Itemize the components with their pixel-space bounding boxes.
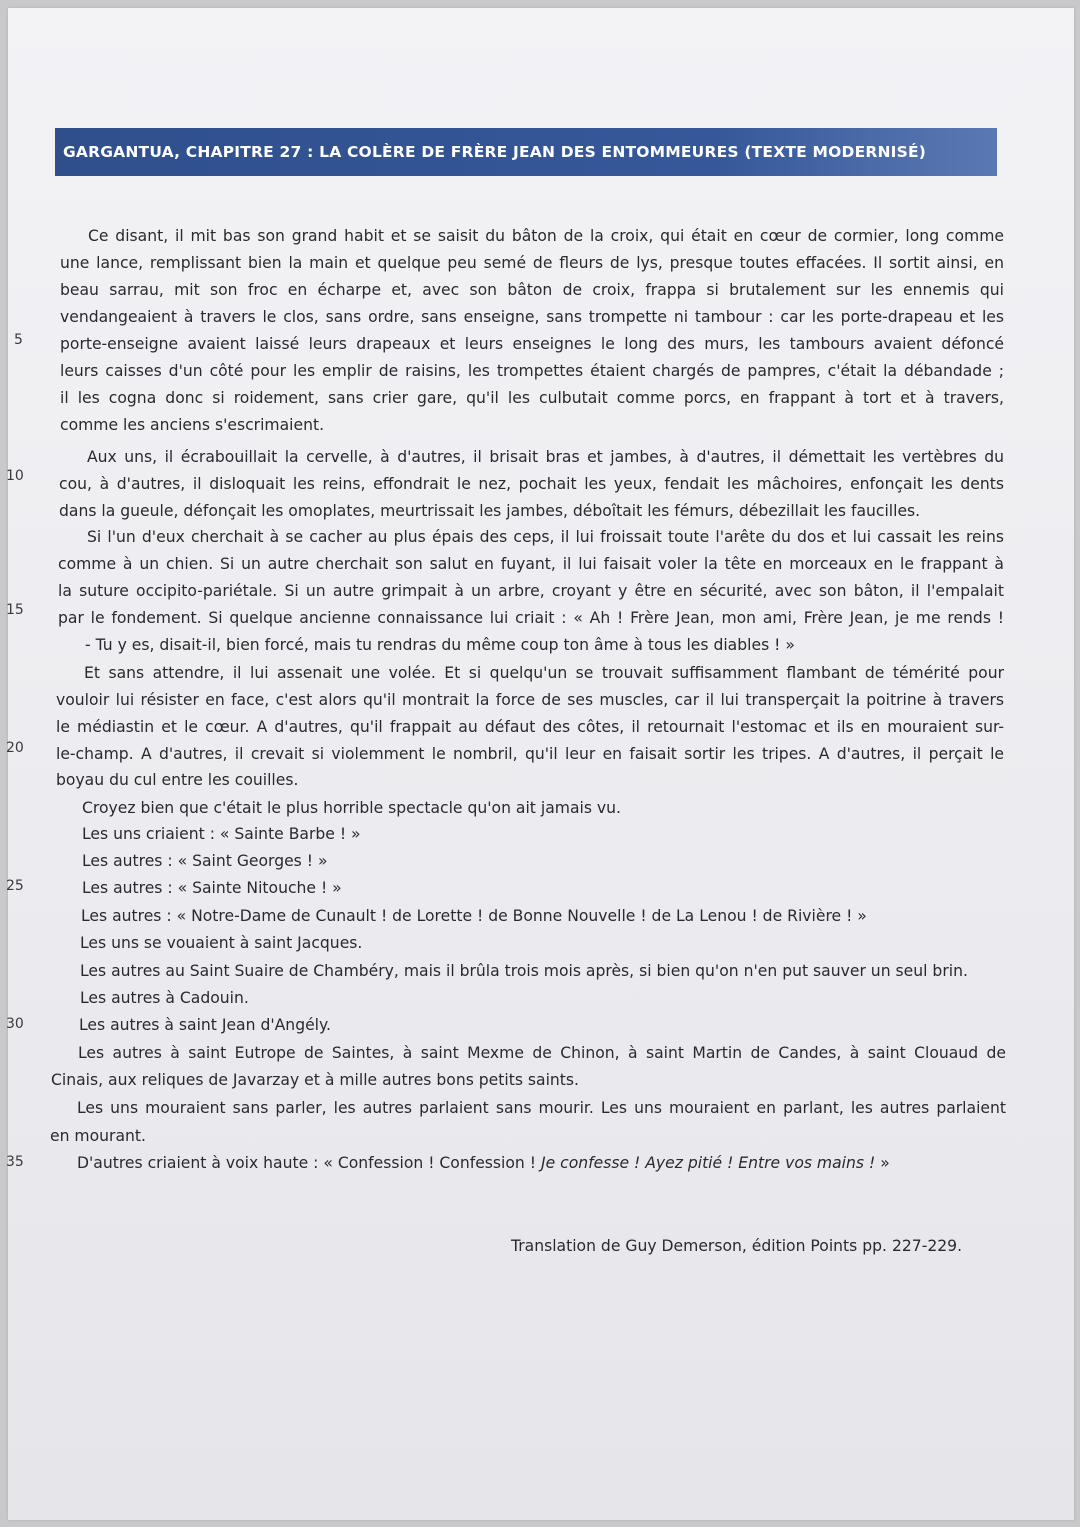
text-line: Les uns mouraient sans parler, les autres parlaient sans mourir. Les uns mouraient en parlant, les autres parlaient xyxy=(77,1099,1006,1117)
line-number: 30 xyxy=(6,1016,24,1032)
text-line: Les autres à Cadouin. xyxy=(80,989,249,1007)
last-line-normal: D'autres criaient à voix haute : « Confession ! Confession ! xyxy=(77,1154,541,1172)
line-number: 35 xyxy=(6,1154,24,1170)
line-number: 25 xyxy=(6,878,24,894)
text-line: vouloir lui résister en face, c'est alors qu'il montrait la force de ses muscles, car il lui transperçait la poitrine à travers xyxy=(56,691,1004,709)
text-line: Ce disant, il mit bas son grand habit et se saisit du bâton de la croix, qui était en cœur de cormier, long comme xyxy=(88,227,1004,245)
text-line: en mourant. xyxy=(50,1127,146,1145)
text-line: Les autres à saint Jean d'Angély. xyxy=(79,1016,331,1034)
line-number: 10 xyxy=(6,468,24,484)
translation-credit: Translation de Guy Demerson, édition Points pp. 227-229. xyxy=(511,1237,963,1255)
text-line: Les autres : « Sainte Nitouche ! » xyxy=(82,879,342,897)
line-number: 15 xyxy=(6,602,24,618)
text-line: - Tu y es, disait-il, bien forcé, mais tu rendras du même coup ton âme à tous les diables ! » xyxy=(85,636,795,654)
text-line: Les uns criaient : « Sainte Barbe ! » xyxy=(82,825,361,843)
text-line: la suture occipito-pariétale. Si un autre grimpait à un arbre, croyant y être en sécurité, avec son bâton, il l'empalait xyxy=(58,582,1004,600)
text-line: cou, à d'autres, il disloquait les reins, effondrait le nez, pochait les yeux, fendait les mâchoires, enfonçait les dents xyxy=(59,475,1004,493)
text-line: vendangeaient à travers le clos, sans ordre, sans enseigne, sans trompette ni tambour : car les porte-drapeau et les xyxy=(60,308,1004,326)
text-line: Les autres : « Saint Georges ! » xyxy=(82,852,328,870)
text-line: le-champ. A d'autres, il crevait si violemment le nombril, qu'il leur en faisait sortir les tripes. A d'autres, il perçait le xyxy=(56,745,1004,763)
last-line-end: » xyxy=(875,1154,890,1172)
text-line: Aux uns, il écrabouillait la cervelle, à d'autres, il brisait bras et jambes, à d'autres, il démettait les vertèbres du xyxy=(87,448,1004,466)
text-line: Les autres à saint Eutrope de Saintes, à saint Mexme de Chinon, à saint Martin de Candes, à saint Clouaud de xyxy=(78,1044,1006,1062)
chapter-title: GARGANTUA, CHAPITRE 27 : LA COLÈRE DE FRÈRE JEAN DES ENTOMMEURES (TEXTE MODERNISÉ) xyxy=(55,128,997,176)
line-number: 20 xyxy=(6,740,24,756)
text-line: Les uns se vouaient à saint Jacques. xyxy=(80,934,363,952)
text-line: boyau du cul entre les couilles. xyxy=(56,771,299,789)
text-line: le médiastin et le cœur. A d'autres, qu'il frappait au défaut des côtes, il retournait l'estomac et ils en mouraient sur- xyxy=(56,718,1004,736)
text-line: Croyez bien que c'était le plus horrible spectacle qu'on ait jamais vu. xyxy=(82,799,621,817)
line-number: 5 xyxy=(14,332,23,348)
text-line: il les cogna donc si roidement, sans crier gare, qu'il les culbutait comme porcs, en frappant à tort et à travers, xyxy=(60,389,1004,407)
text-line: Et sans attendre, il lui assenait une volée. Et si quelqu'un se trouvait suffisamment flambant de témérité pour xyxy=(84,664,1004,682)
text-line: leurs caisses d'un côté pour les emplir de raisins, les trompettes étaient chargés de pampres, c'était la débandade ; xyxy=(60,362,1004,380)
text-line: porte-enseigne avaient laissé leurs drapeaux et leurs enseignes le long des murs, les tambours avaient défoncé xyxy=(60,335,1004,353)
text-line: comme les anciens s'escrimaient. xyxy=(60,416,325,434)
text-line: Si l'un d'eux cherchait à se cacher au plus épais des ceps, il lui froissait toute l'arête du dos et lui cassait les reins xyxy=(87,528,1004,546)
text-line: Les autres : « Notre-Dame de Cunault ! de Lorette ! de Bonne Nouvelle ! de La Lenou ! de Rivière ! » xyxy=(81,907,867,925)
text-line: Les autres au Saint Suaire de Chambéry, mais il brûla trois mois après, si bien qu'on n'en put sauver un seul brin. xyxy=(80,962,968,980)
text-line: beau sarrau, mit son froc en écharpe et, avec son bâton de croix, frappa si brutalement sur les ennemis qui xyxy=(60,281,1004,299)
text-line: une lance, remplissant bien la main et quelque peu semé de fleurs de lys, presque toutes effacées. Il sortit ainsi, en xyxy=(60,254,1004,272)
last-line-italic: Je confesse ! Ayez pitié ! Entre vos mains ! xyxy=(540,1154,876,1172)
text-line: dans la gueule, défonçait les omoplates, meurtrissait les jambes, déboîtait les fémurs, débezillait les faucilles. xyxy=(59,502,921,520)
text-line: Cinais, aux reliques de Javarzay et à mille autres bons petits saints. xyxy=(51,1071,580,1089)
text-line: par le fondement. Si quelque ancienne connaissance lui criait : « Ah ! Frère Jean, mon ami, Frère Jean, je me rends ! xyxy=(58,609,1004,627)
text-line: comme à un chien. Si un autre cherchait son salut en fuyant, il lui faisait voler la tête en morceaux en le frappant à xyxy=(58,555,1004,573)
text-line-last xyxy=(77,1152,890,1174)
